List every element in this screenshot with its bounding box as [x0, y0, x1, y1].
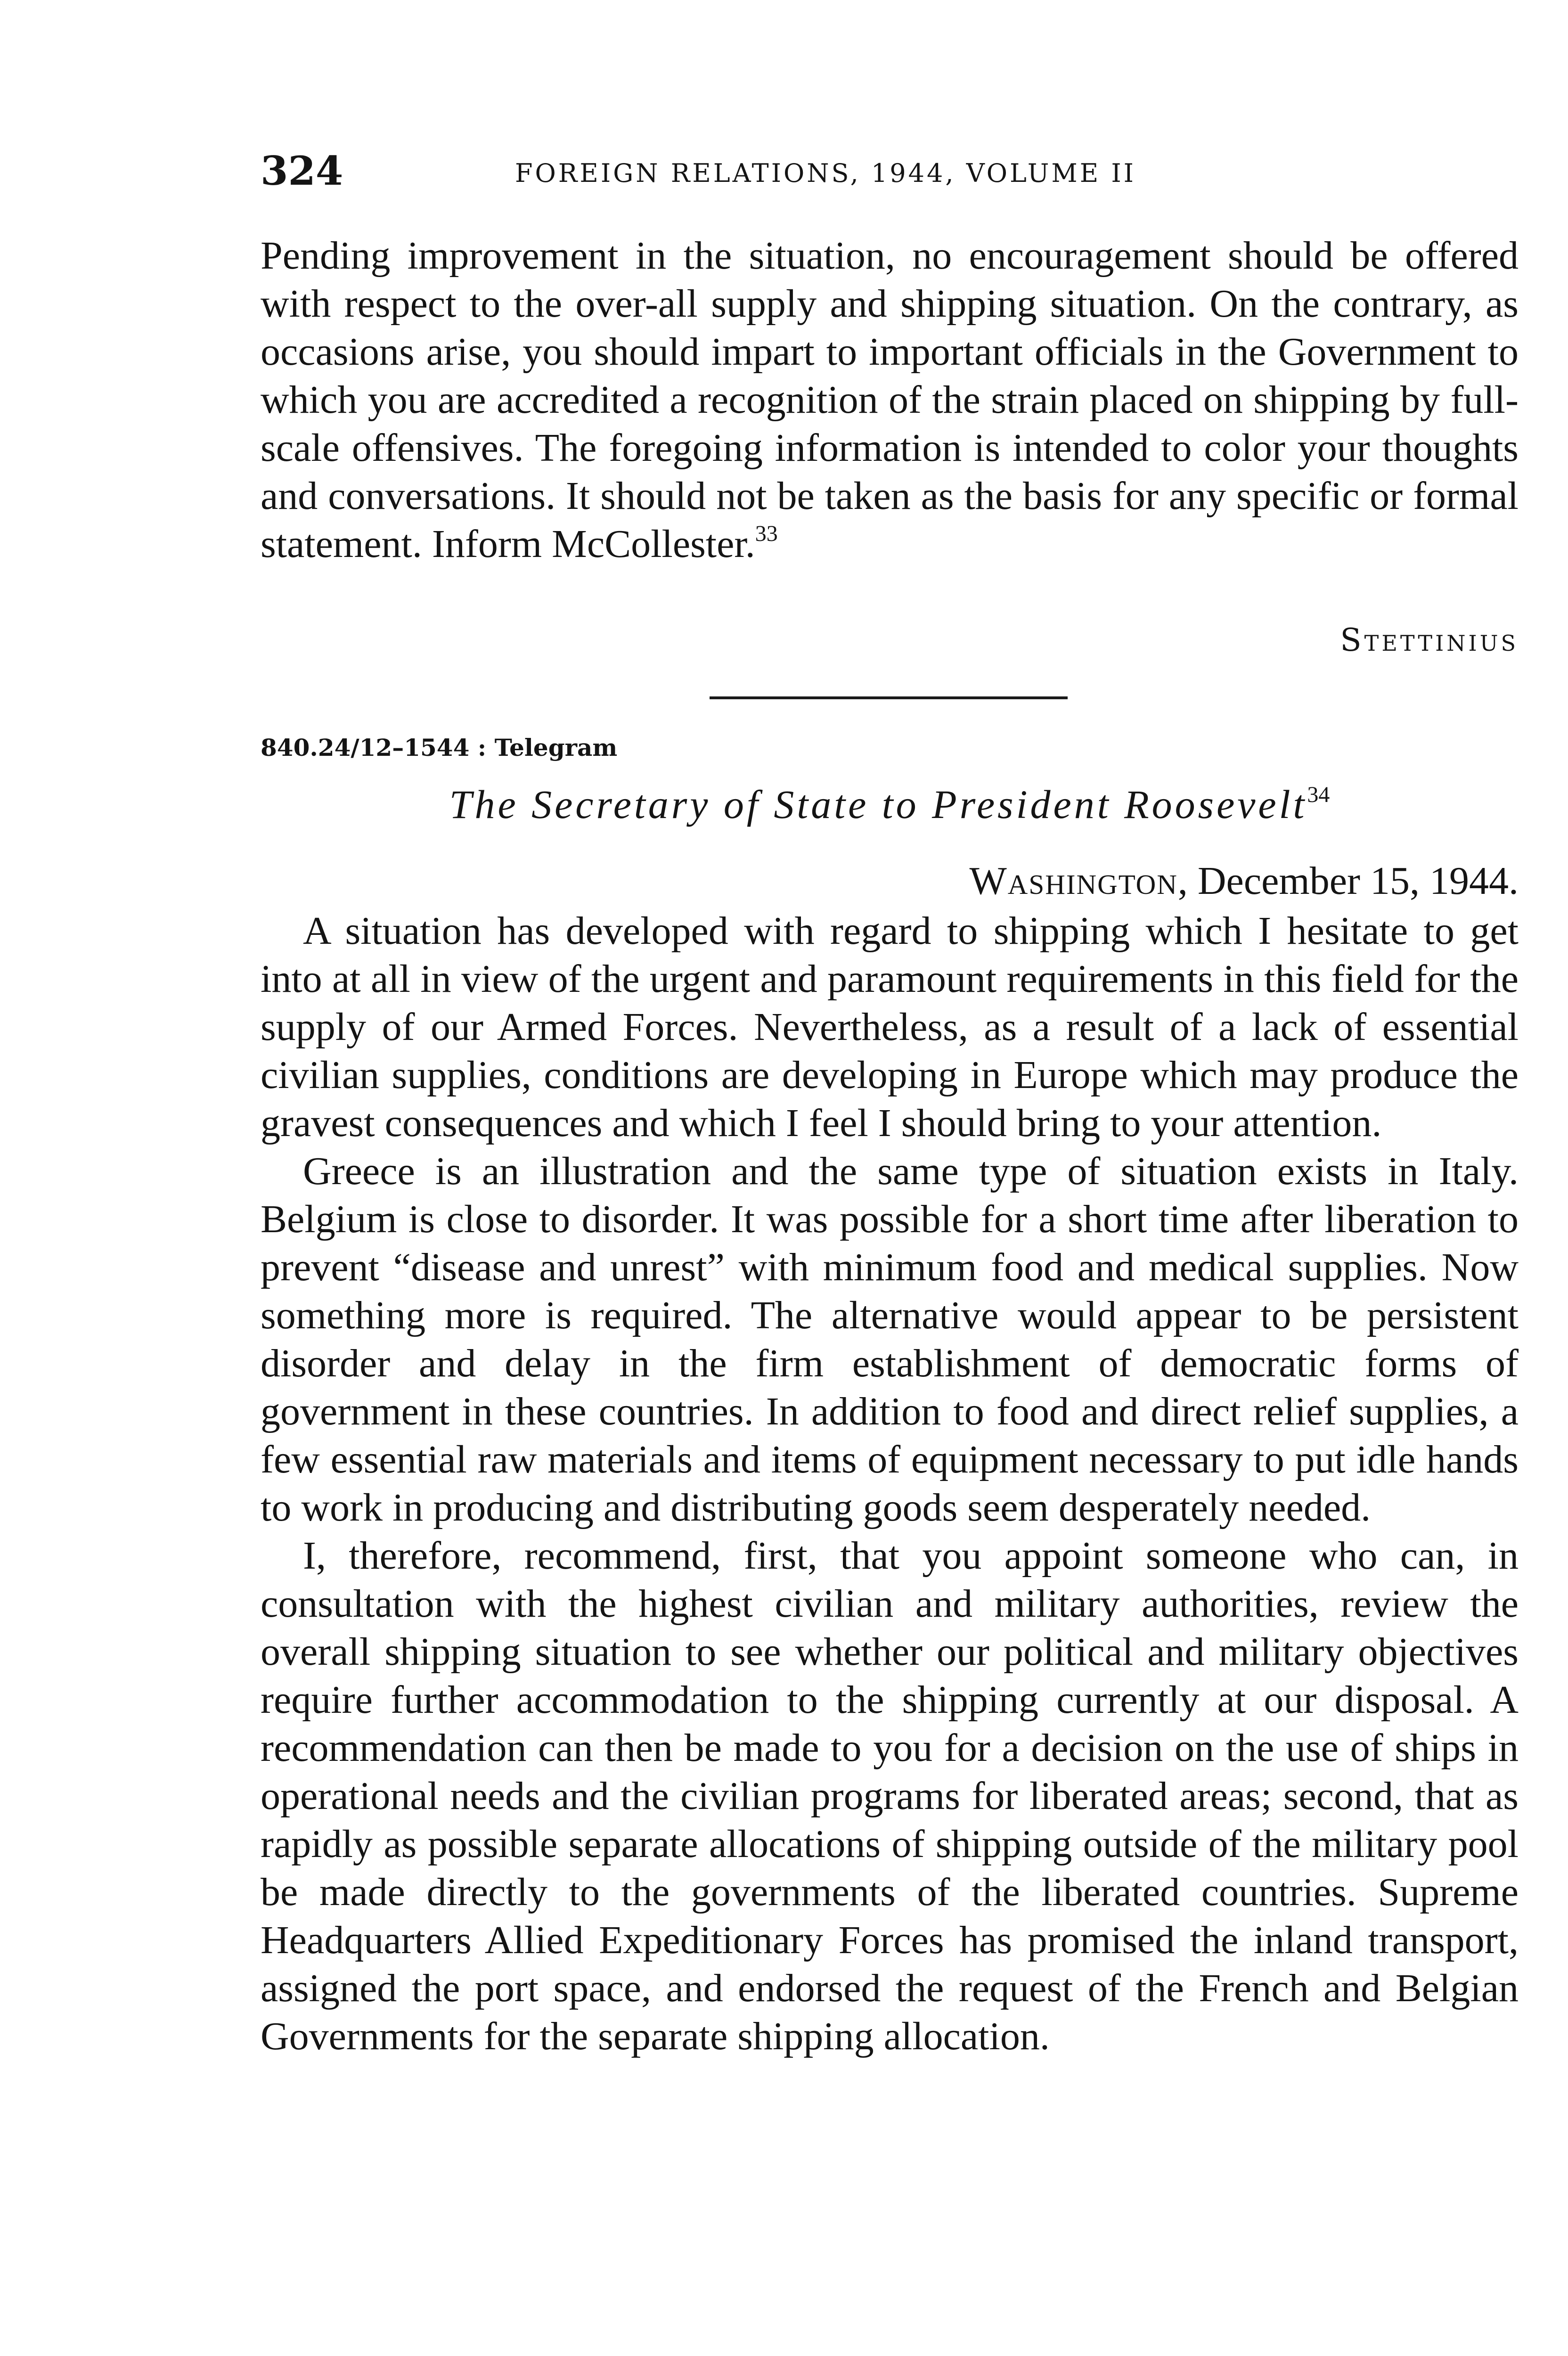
intro-paragraph	[261, 232, 1519, 568]
page-number: 324	[261, 147, 343, 194]
section-divider	[710, 696, 1068, 699]
running-head: FOREIGN RELATIONS, 1944, VOLUME II	[515, 158, 1136, 188]
footnote-ref-33: 33	[755, 521, 778, 546]
body-paragraph: I, therefore, recommend, first, that you appoint someone who can, in consultation with the highest civilian and military authorities, review the overall shipping situation to see whether our political and military objectives require further accommodation to the shipping currently at our disposal. A recommendation can then be made to you for a decision on the use of ships in operational needs and the civilian programs for liberated areas; second, that as rapidly as possible separate allocations of shipping outside of the military pool be made directly to the governments of the liberated countries. Supreme Headquarters Allied Expeditionary Forces has promised the inland transport, assigned the port space, and endorsed the request of the French and Belgian Governments for the separate shipping allocation.	[261, 1534, 1519, 2058]
document-title	[261, 776, 1519, 833]
page-header	[261, 145, 1519, 197]
body-paragraph: A situation has developed with regard to shipping which I hesitate to get into at all in view of the urgent and paramount requirements in this field for the supply of our Armed Forces. Nevertheless, as a result of a lack of essential civilian supplies, conditions are developing in Europe which may produce the gravest consequences and which I feel I should bring to your attention.	[261, 909, 1519, 1145]
document-title-text: The Secretary of State to President Roosevelt	[449, 782, 1307, 827]
intro-paragraph-text: Pending improvement in the situation, no encouragement should be offered with respect to the over-all supply and shipping situation. On the contrary, as occasions arise, you should impart to important officials in the Government to which you are accredited a recognition of the strain placed on shipping by full-scale offensives. The foregoing information is intended to color your thoughts and conversations. It should not be taken as the basis for any specific or formal statement. Inform McCollester.	[261, 234, 1519, 566]
body-paragraph: Greece is an illustration and the same type of situation exists in Italy. Belgium is close to disorder. It was possible for a short time after liberation to prevent “disease and unrest” with minimum food and medical supplies. Now something more is required. The alternative would appear to be persistent disorder and delay in the firm establishment of democratic forms of government in these countries. In addition to food and direct relief supplies, a few essential raw materials and items of equipment necessary to put idle hands to work in producing and distributing goods seem desperately needed.	[261, 1149, 1519, 1530]
dateline-place: Washington	[969, 859, 1178, 903]
dateline-date: , December 15, 1944.	[1177, 859, 1519, 903]
intro-paragraph-block	[261, 232, 1519, 568]
signature: Stettinius	[1340, 622, 1519, 658]
telegram-body	[261, 907, 1519, 2061]
document-reference: 840.24/12–1544 : Telegram	[261, 734, 618, 761]
footnote-ref-34: 34	[1307, 782, 1330, 807]
dateline	[970, 855, 1519, 907]
